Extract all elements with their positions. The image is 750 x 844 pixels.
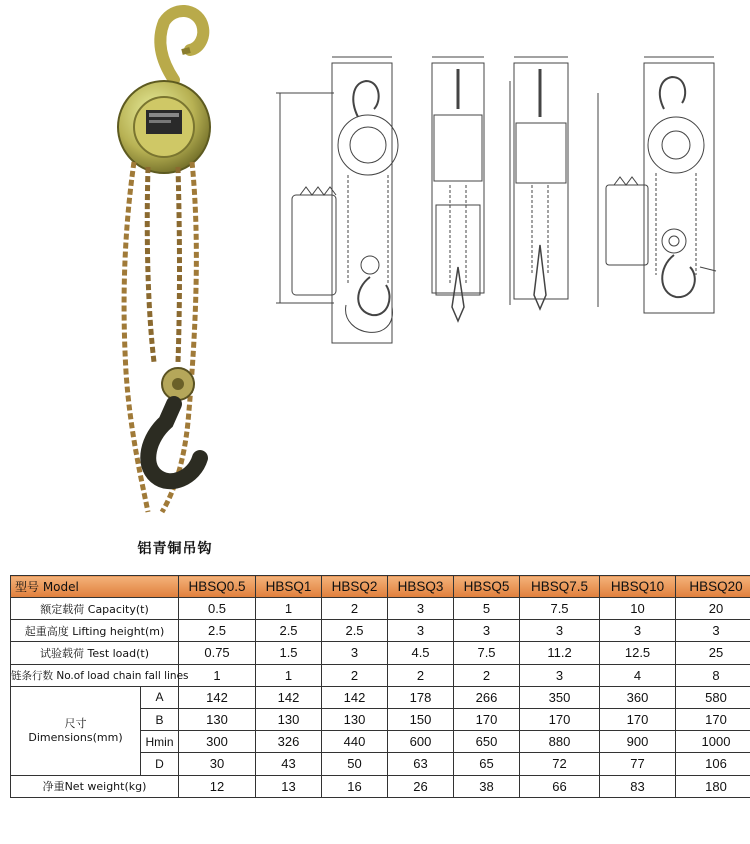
table-cell: 72 xyxy=(520,753,600,775)
dimensions-label xyxy=(11,686,141,775)
table-cell: 3 xyxy=(322,642,388,664)
row-label: 起重高度 Lifting height(m) xyxy=(11,620,179,642)
table-cell: 142 xyxy=(179,686,256,708)
table-cell: 30 xyxy=(179,753,256,775)
dimensions-label-en: Dimensions(mm) xyxy=(28,730,123,744)
model-header: HBSQ0.5 xyxy=(179,576,256,598)
table-cell: 266 xyxy=(454,686,520,708)
model-header: HBSQ2 xyxy=(322,576,388,598)
table-cell: 130 xyxy=(322,708,388,730)
table-cell: 13 xyxy=(256,775,322,797)
table-cell: 7.5 xyxy=(454,642,520,664)
table-cell: 1000 xyxy=(676,731,750,753)
table-cell: 2.5 xyxy=(256,620,322,642)
model-header: HBSQ5 xyxy=(454,576,520,598)
table-cell: 580 xyxy=(676,686,750,708)
spec-table xyxy=(10,575,750,798)
table-cell: 1.5 xyxy=(256,642,322,664)
table-cell: 43 xyxy=(256,753,322,775)
row-label: 试验载荷 Test load(t) xyxy=(11,642,179,664)
table-cell: 2 xyxy=(454,664,520,686)
table-cell: 50 xyxy=(322,753,388,775)
table-cell: 2.5 xyxy=(179,620,256,642)
model-header: HBSQ20 xyxy=(676,576,750,598)
model-header: HBSQ3 xyxy=(388,576,454,598)
table-cell: 170 xyxy=(676,708,750,730)
dimensions-label-cn: 尺寸 xyxy=(64,716,87,730)
table-cell: 20 xyxy=(676,598,750,620)
table-cell: 11.2 xyxy=(520,642,600,664)
model-header: HBSQ1 xyxy=(256,576,322,598)
table-cell: 65 xyxy=(454,753,520,775)
table-cell: 130 xyxy=(179,708,256,730)
table-cell: 600 xyxy=(388,731,454,753)
table-cell: 1 xyxy=(256,664,322,686)
test-load-row xyxy=(11,642,750,664)
table-cell: 0.75 xyxy=(179,642,256,664)
model-header-label: 型号 Model xyxy=(11,576,179,598)
table-cell: 63 xyxy=(388,753,454,775)
model-header: HBSQ10 xyxy=(600,576,676,598)
table-cell: 1 xyxy=(179,664,256,686)
table-cell: 350 xyxy=(520,686,600,708)
table-cell: 2 xyxy=(322,598,388,620)
table-cell: 66 xyxy=(520,775,600,797)
table-cell: 180 xyxy=(676,775,750,797)
table-cell: 4.5 xyxy=(388,642,454,664)
table-cell: 170 xyxy=(600,708,676,730)
side-view-drawing xyxy=(432,57,484,321)
table-cell: 3 xyxy=(676,620,750,642)
table-cell: 0.5 xyxy=(179,598,256,620)
table-cell: 12.5 xyxy=(600,642,676,664)
table-cell: 142 xyxy=(256,686,322,708)
front-view-drawing xyxy=(276,57,398,343)
table-cell: 2 xyxy=(388,664,454,686)
table-cell: 10 xyxy=(600,598,676,620)
dimension-sub-label: Hmin xyxy=(141,731,179,753)
side-view-large-drawing xyxy=(510,57,568,309)
table-cell: 7.5 xyxy=(520,598,600,620)
table-cell: 150 xyxy=(388,708,454,730)
dimension-sub-label: A xyxy=(141,686,179,708)
table-cell: 3 xyxy=(520,664,600,686)
table-cell: 77 xyxy=(600,753,676,775)
table-header-row xyxy=(11,576,750,598)
table-cell: 3 xyxy=(388,598,454,620)
chain-fall-lines-row xyxy=(11,664,750,686)
row-label: 链条行数 No.of load chain fall lines xyxy=(11,664,179,686)
table-cell: 360 xyxy=(600,686,676,708)
table-cell: 170 xyxy=(520,708,600,730)
table-cell: 2.5 xyxy=(322,620,388,642)
table-cell: 1 xyxy=(256,598,322,620)
net-weight-row xyxy=(11,775,750,797)
table-cell: 326 xyxy=(256,731,322,753)
table-cell: 8 xyxy=(676,664,750,686)
table-cell: 16 xyxy=(322,775,388,797)
table-cell: 2 xyxy=(322,664,388,686)
table-cell: 3 xyxy=(600,620,676,642)
table-cell: 178 xyxy=(388,686,454,708)
table-cell: 650 xyxy=(454,731,520,753)
table-cell: 300 xyxy=(179,731,256,753)
hook-material-caption: 铝青铜吊钩 xyxy=(137,541,213,557)
row-label: 额定载荷 Capacity(t) xyxy=(11,598,179,620)
chain-hoist-photo xyxy=(104,2,224,522)
row-label: 净重Net weight(kg) xyxy=(11,775,179,797)
table-cell: 130 xyxy=(256,708,322,730)
dimension-sub-label: B xyxy=(141,708,179,730)
table-cell: 83 xyxy=(600,775,676,797)
dimension-a-row xyxy=(11,686,750,708)
front-view-large-drawing xyxy=(598,57,716,313)
table-cell: 142 xyxy=(322,686,388,708)
table-cell: 3 xyxy=(520,620,600,642)
table-cell: 4 xyxy=(600,664,676,686)
table-cell: 900 xyxy=(600,731,676,753)
technical-drawings xyxy=(270,45,750,355)
table-cell: 38 xyxy=(454,775,520,797)
table-cell: 3 xyxy=(388,620,454,642)
dimension-sub-label: D xyxy=(141,753,179,775)
table-cell: 880 xyxy=(520,731,600,753)
table-cell: 12 xyxy=(179,775,256,797)
table-cell: 25 xyxy=(676,642,750,664)
table-cell: 440 xyxy=(322,731,388,753)
capacity-row xyxy=(11,598,750,620)
table-cell: 3 xyxy=(454,620,520,642)
table-cell: 26 xyxy=(388,775,454,797)
model-header: HBSQ7.5 xyxy=(520,576,600,598)
table-cell: 5 xyxy=(454,598,520,620)
table-cell: 106 xyxy=(676,753,750,775)
table-cell: 170 xyxy=(454,708,520,730)
lifting-height-row xyxy=(11,620,750,642)
